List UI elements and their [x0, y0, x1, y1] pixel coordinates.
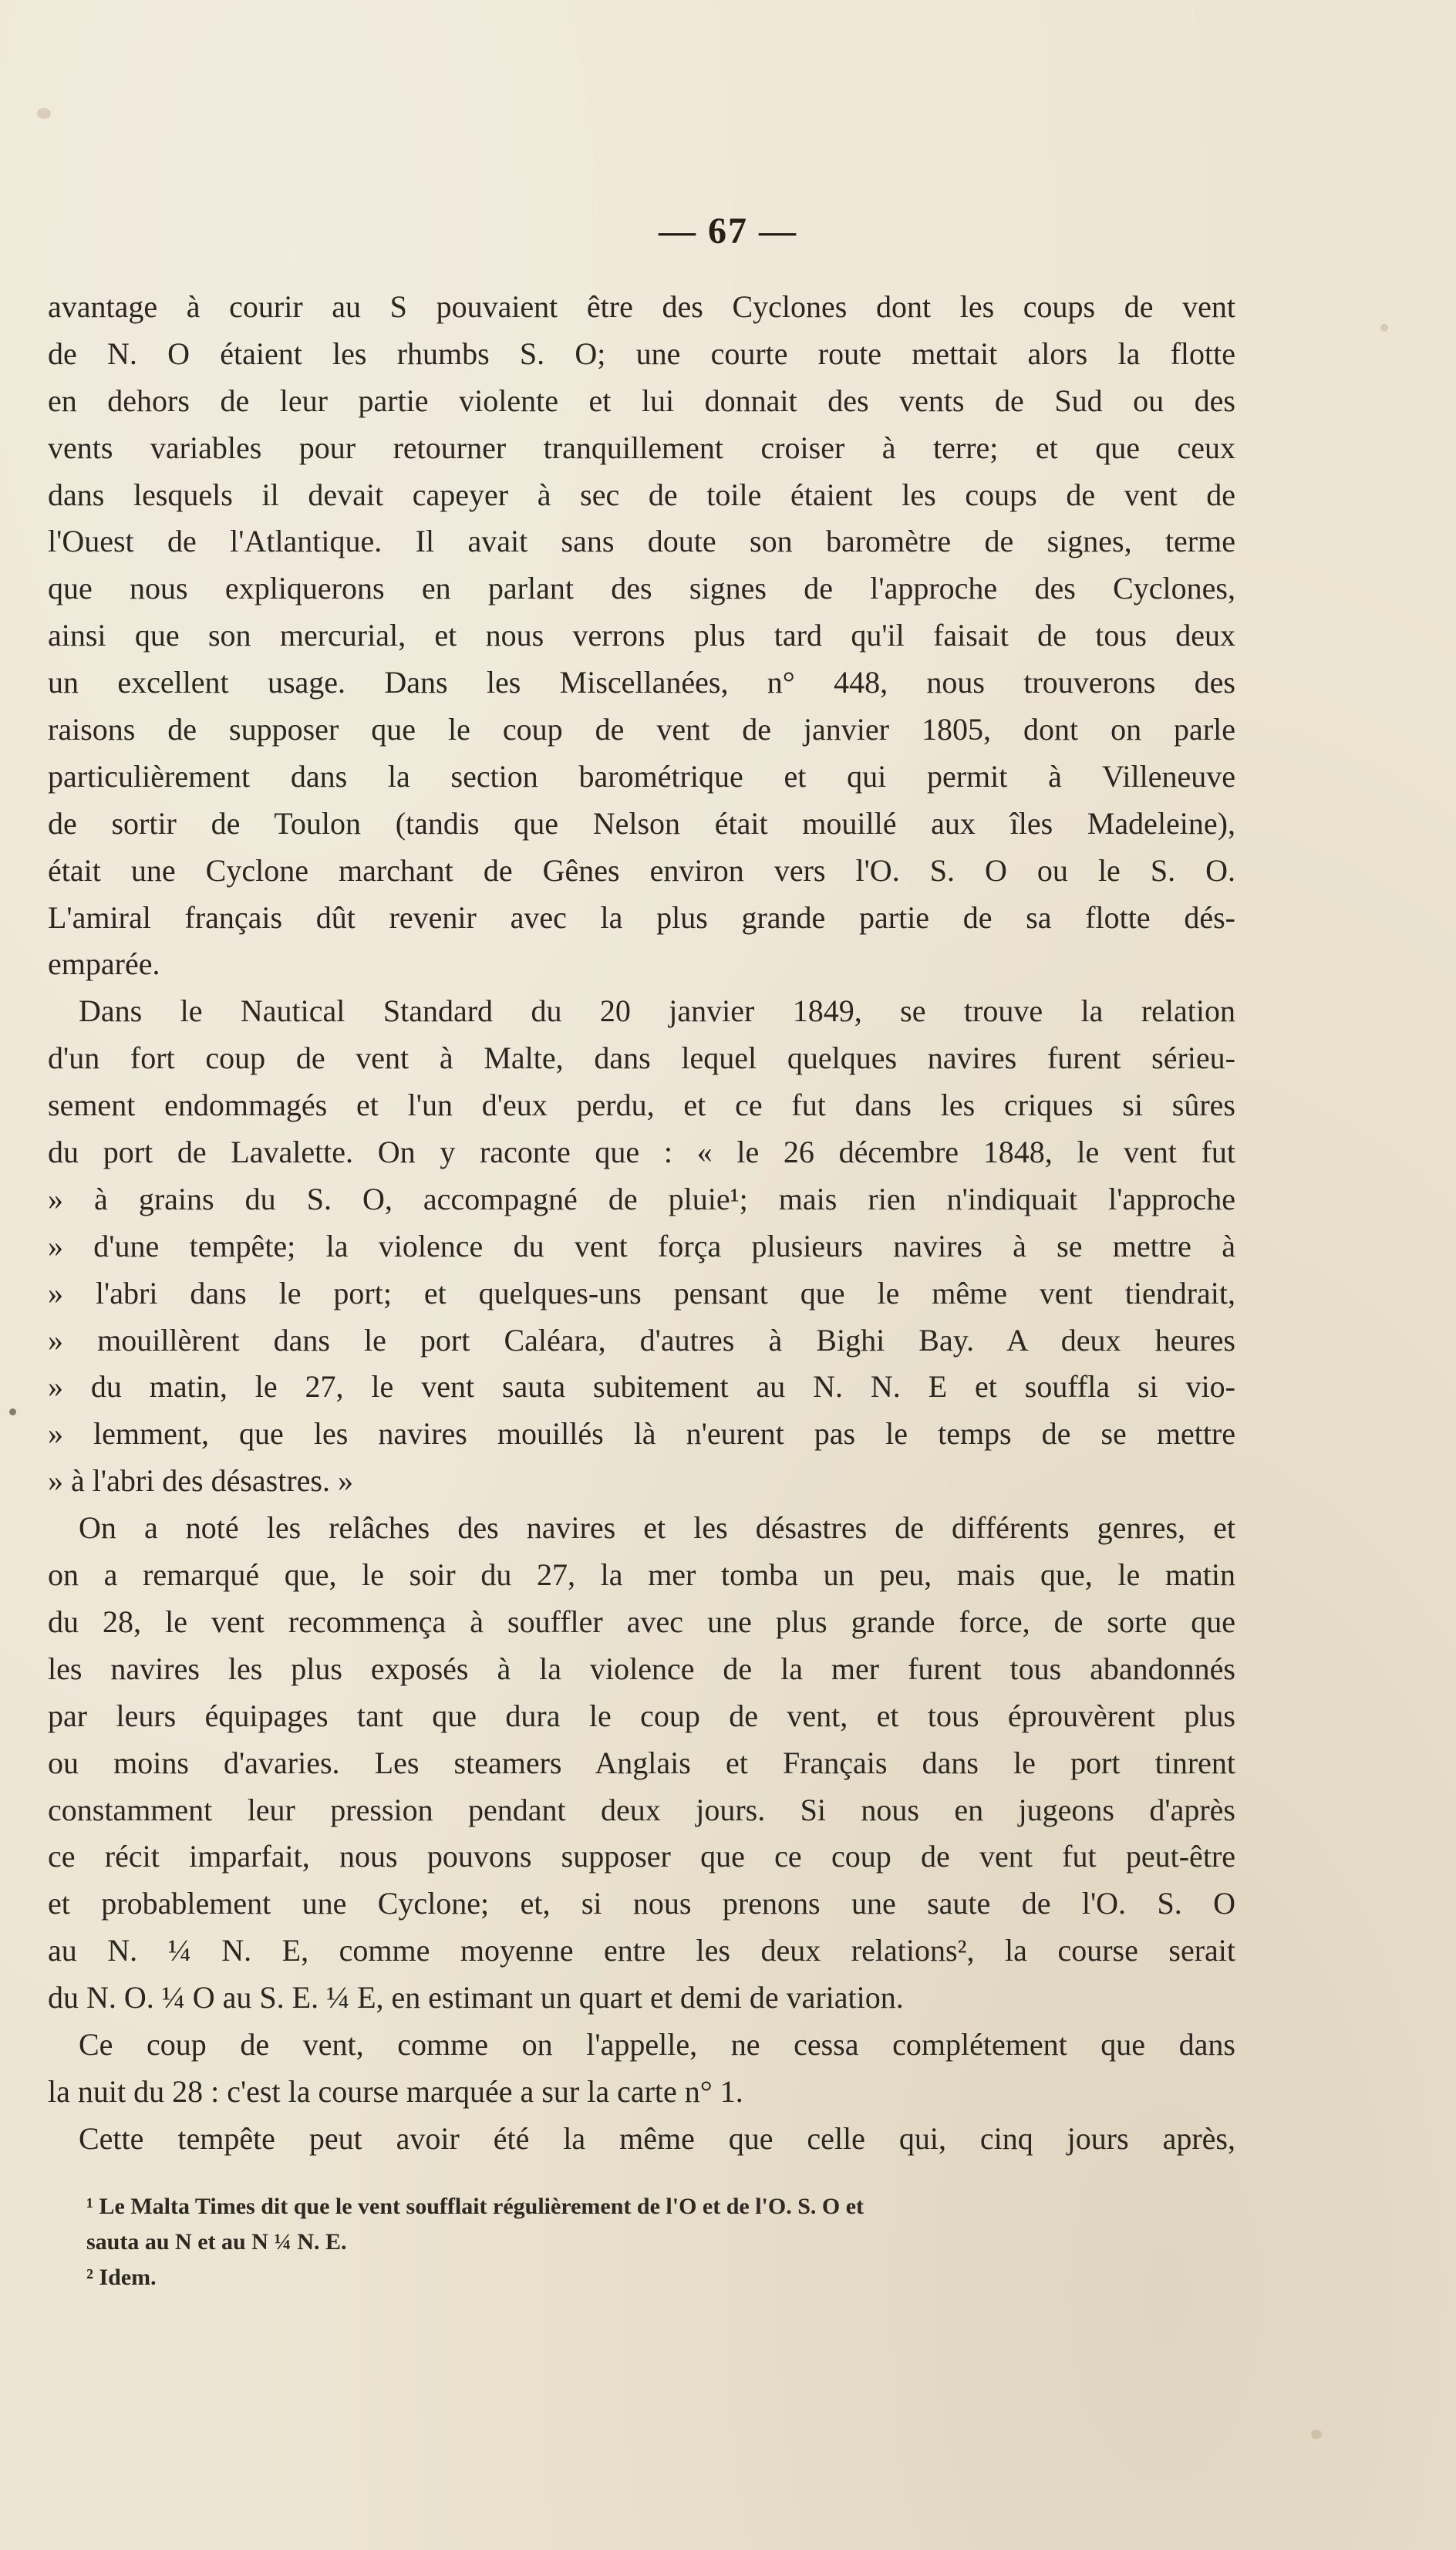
text-line: de N. O étaient les rhumbs S. O; une courte route mettait alors la flotte [48, 336, 1235, 371]
text-line: » d'une tempête; la violence du vent força plusieurs navires à se mettre à [48, 1228, 1235, 1263]
text-line: dans lesquels il devait capeyer à sec de toile étaient les coups de vent de [48, 477, 1235, 512]
text-line: L'amiral français dût revenir avec la plus grande partie de sa flotte dés- [48, 899, 1235, 935]
text-line: ou moins d'avaries. Les steamers Anglais et Français dans le port tinrent [48, 1745, 1235, 1780]
text-line: Dans le Nautical Standard du 20 janvier 1849, se trouve la relation [79, 993, 1235, 1029]
text-line: du port de Lavalette. On y raconte que : « le 26 décembre 1848, le vent fut [48, 1135, 1235, 1170]
foxing-spot [37, 108, 51, 119]
text-line: vents variables pour retourner tranquillement croiser à terre; et que ceux [48, 430, 1235, 465]
text-line: par leurs équipages tant que dura le coup de vent, et tous éprouvèrent plus [48, 1698, 1235, 1733]
text-line: » l'abri dans le port; et quelques-uns pensant que le même vent tiendrait, [48, 1275, 1235, 1310]
text-line: particulièrement dans la section barométrique et qui permit à Villeneuve [48, 758, 1235, 794]
text-line: Cette tempête peut avoir été la même que celle qui, cinq jours après, [79, 2120, 1235, 2156]
text-line: sement endommagés et l'un d'eux perdu, et ce fut dans les criques si sûres [48, 1088, 1235, 1123]
text-line: d'un fort coup de vent à Malte, dans lequel quelques navires furent sérieu- [48, 1041, 1235, 1076]
text-line: ainsi que son mercurial, et nous verrons plus tard qu'il faisait de tous deux [48, 618, 1235, 653]
text-line: avantage à courir au S pouvaient être des Cyclones dont les coups de vent [48, 289, 1235, 324]
text-line: » lemment, que les navires mouillés là n'eurent pas le temps de se mettre [48, 1416, 1235, 1452]
text-line: » à grains du S. O, accompagné de pluie¹; mais rien n'indiquait l'approche [48, 1181, 1235, 1216]
text-line: en dehors de leur partie violente et lui donnait des vents de Sud ou des [48, 383, 1235, 418]
footnote: ¹ Le Malta Times dit que le vent soufflait régulièrement de l'O et de l'O. S. O et [86, 2194, 865, 2219]
text-line: constamment leur pression pendant deux jours. Si nous en jugeons d'après [48, 1792, 1235, 1827]
ink-dot [9, 1408, 16, 1415]
text-line: que nous expliquerons en parlant des signes de l'approche des Cyclones, [48, 571, 1235, 606]
text-line: raisons de supposer que le coup de vent de janvier 1805, dont on parle [48, 712, 1235, 747]
foxing-spot [1380, 324, 1388, 332]
text-line: au N. ¼ N. E, comme moyenne entre les deux relations², la course serait [48, 1933, 1235, 1968]
text-line: emparée. [48, 946, 160, 982]
footnote: ² Idem. [86, 2265, 157, 2290]
text-line: l'Ouest de l'Atlantique. Il avait sans doute son baromètre de signes, terme [48, 524, 1235, 559]
text-line: était une Cyclone marchant de Gênes environ vers l'O. S. O ou le S. O. [48, 852, 1235, 888]
page-number: — 67 — [659, 211, 797, 251]
body-text [48, 284, 1235, 2163]
text-line: on a remarqué que, le soir du 27, la mer tomba un peu, mais que, le matin [48, 1557, 1235, 1593]
text-line: » mouillèrent dans le port Caléara, d'autres à Bighi Bay. A deux heures [48, 1322, 1235, 1358]
text-line: un excellent usage. Dans les Miscellanées, n° 448, nous trouverons des [48, 665, 1235, 700]
footnote: sauta au N et au N ¼ N. E. [86, 2229, 347, 2255]
text-line: de sortir de Toulon (tandis que Nelson était mouillé aux îles Madeleine), [48, 805, 1235, 841]
text-line: » du matin, le 27, le vent sauta subitement au N. N. E et souffla si vio- [48, 1369, 1235, 1405]
text-line: du 28, le vent recommença à souffler avec une plus grande force, de sorte que [48, 1604, 1235, 1639]
foxing-spot [1311, 2430, 1322, 2439]
footnotes [86, 2189, 1235, 2295]
text-line: et probablement une Cyclone; et, si nous prenons une saute de l'O. S. O [48, 1886, 1235, 1921]
text-line: la nuit du 28 : c'est la course marquée a sur la carte n° 1. [48, 2073, 743, 2109]
text-line: » à l'abri des désastres. » [48, 1463, 353, 1499]
text-line: Ce coup de vent, comme on l'appelle, ne cessa complétement que dans [79, 2026, 1235, 2062]
text-line: les navires les plus exposés à la violence de la mer furent tous abandonnés [48, 1651, 1235, 1686]
text-line: On a noté les relâches des navires et les désastres de différents genres, et [79, 1510, 1235, 1546]
text-line: ce récit imparfait, nous pouvons supposer que ce coup de vent fut peut-être [48, 1839, 1235, 1874]
text-line: du N. O. ¼ O au S. E. ¼ E, en estimant un quart et demi de variation. [48, 1980, 904, 2015]
